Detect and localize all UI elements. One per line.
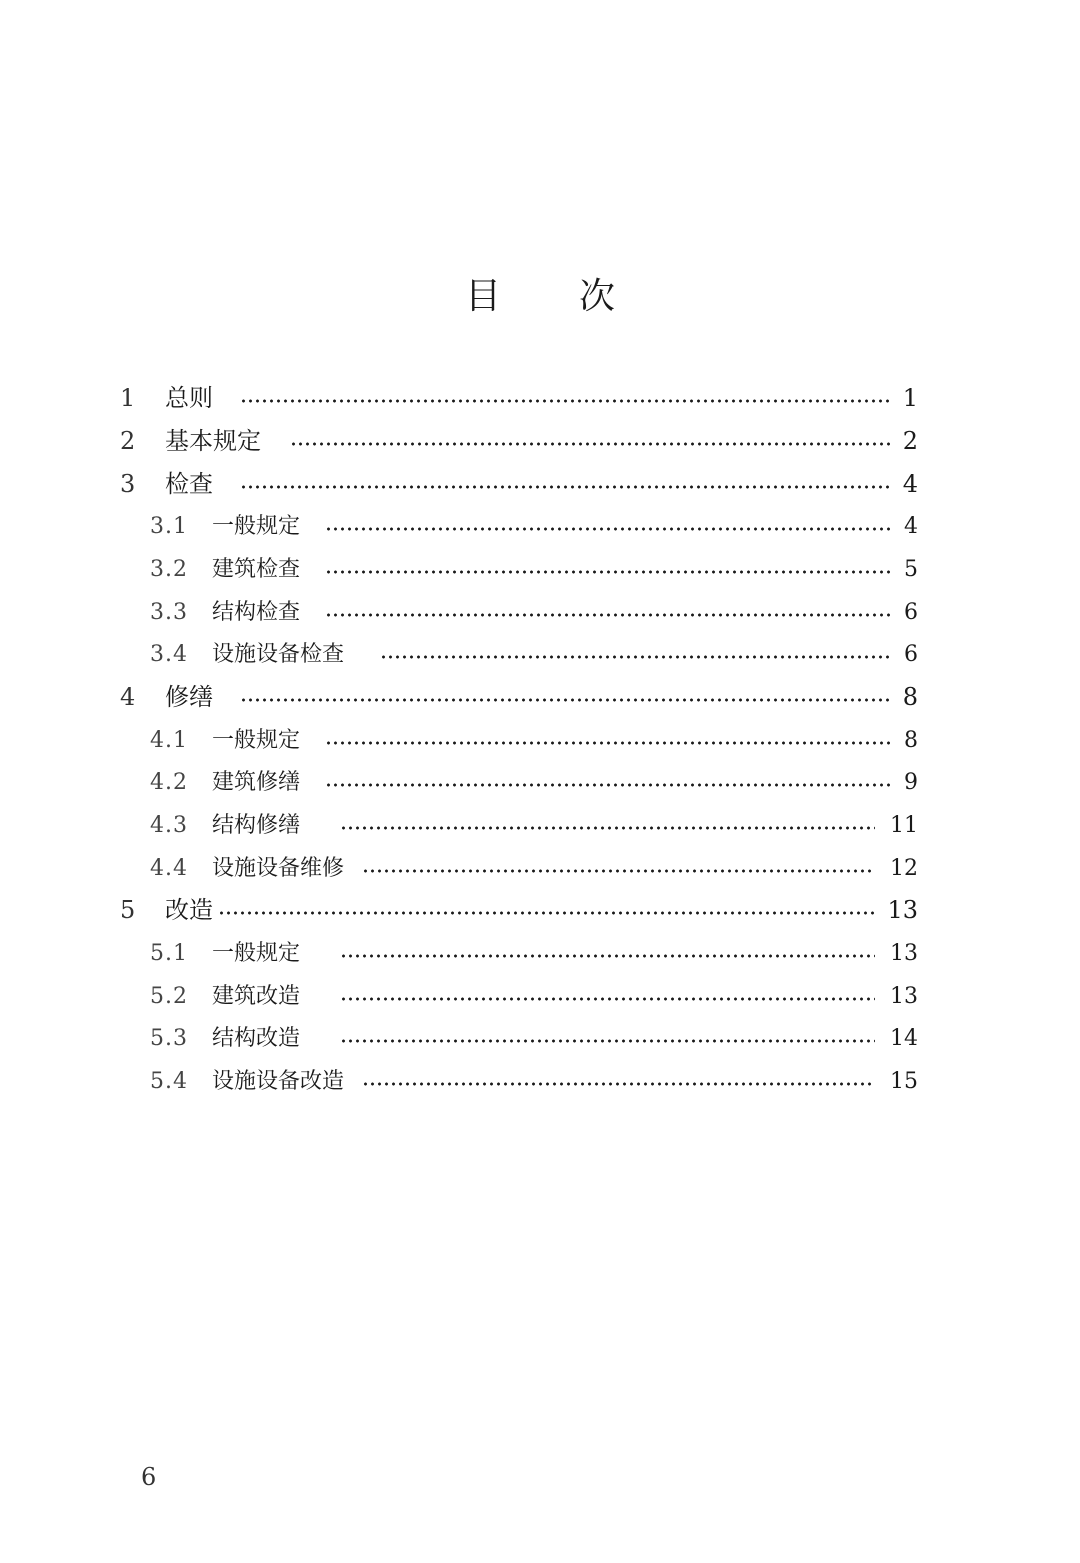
toc-entry-label: 建筑改造 [212,984,301,1009]
toc-entry-page: 13 [890,941,918,966]
toc-title-char-right: 次 [579,276,616,317]
toc-entry-number: 5.3 [150,1026,188,1051]
toc-leader-dots [240,485,890,489]
toc-entry-3[interactable] [0,463,1080,506]
toc-entry-number: 3 [120,470,136,498]
toc-entry-5-4[interactable] [0,1060,1080,1103]
toc-entry-3-3[interactable] [0,591,1080,634]
toc-title-char-left: 目 [464,276,501,317]
toc-entry-page: 13 [890,984,918,1009]
toc-entry-number: 3.2 [150,557,188,582]
toc-entry-number: 4.2 [150,770,188,795]
toc-entry-page: 13 [887,896,918,924]
toc-entry-label: 一般规定 [212,941,301,966]
toc-leader-dots [362,1082,875,1086]
toc-leader-dots [325,527,890,531]
toc-entry-page: 15 [890,1069,918,1094]
toc-entry-number: 5.1 [150,941,188,966]
toc-entry-page: 4 [902,470,918,498]
toc-entry-label: 一般规定 [212,514,301,539]
toc-leader-dots [325,783,890,787]
toc-entry-label: 基本规定 [165,427,261,455]
toc-entry-page: 11 [890,813,918,838]
toc-entry-4-3[interactable] [0,804,1080,847]
toc-entry-2[interactable] [0,420,1080,463]
toc-entry-label: 一般规定 [212,728,301,753]
toc-entry-5-1[interactable] [0,932,1080,975]
toc-entry-page: 2 [902,427,918,455]
toc-leader-dots [325,570,890,574]
toc-leader-dots [340,997,875,1001]
toc-entry-number: 3.3 [150,600,188,625]
toc-entry-number: 4.3 [150,813,188,838]
toc-entry-number: 1 [120,384,136,412]
toc-entry-number: 4.1 [150,728,188,753]
toc-leader-dots [218,911,875,915]
toc-entry-number: 4 [120,683,136,711]
toc-entry-label: 结构检查 [212,600,301,625]
toc-entry-5[interactable] [0,889,1080,932]
toc-entry-4-4[interactable] [0,847,1080,890]
toc-entry-label: 总则 [165,384,213,412]
toc-entry-page: 8 [902,683,918,711]
toc-entry-label: 设施设备改造 [212,1069,345,1094]
toc-leader-dots [380,655,890,659]
toc-entry-page: 8 [904,728,918,753]
toc-entry-number: 3.1 [150,514,188,539]
toc-leader-dots [325,613,890,617]
toc-entry-4[interactable] [0,676,1080,719]
toc-leader-dots [290,442,890,446]
toc-entry-page: 6 [904,600,918,625]
toc-entry-5-3[interactable] [0,1017,1080,1060]
toc-entry-3-4[interactable] [0,633,1080,676]
toc-leader-dots [325,741,890,745]
toc-entry-number: 5.2 [150,984,188,1009]
toc-entry-label: 检查 [165,470,213,498]
toc-entry-number: 2 [120,427,136,455]
toc-entry-label: 结构修缮 [212,813,301,838]
toc-leader-dots [362,869,875,873]
toc-entry-page: 4 [904,514,918,539]
toc-entry-number: 3.4 [150,642,188,667]
toc-entry-number: 5.4 [150,1069,188,1094]
toc-entry-page: 5 [904,557,918,582]
toc-entry-number: 4.4 [150,856,188,881]
table-of-contents [0,377,1080,1137]
toc-entry-label: 建筑修缮 [212,770,301,795]
toc-entry-3-1[interactable] [0,505,1080,548]
toc-entry-page: 6 [904,642,918,667]
toc-leader-dots [240,698,890,702]
toc-entry-page: 1 [902,384,918,412]
toc-leader-dots [340,1039,875,1043]
toc-entry-page: 9 [904,770,918,795]
toc-entry-label: 结构改造 [212,1026,301,1051]
toc-entry-label: 设施设备检查 [212,642,345,667]
toc-entry-label: 修缮 [165,683,213,711]
toc-entry-1[interactable] [0,377,1080,420]
toc-leader-dots [240,399,890,403]
toc-entry-page: 14 [890,1026,918,1051]
toc-entry-page: 12 [890,856,918,881]
toc-entry-4-2[interactable] [0,761,1080,804]
toc-entry-4-1[interactable] [0,719,1080,762]
toc-entry-label: 改造 [165,896,213,924]
toc-entry-number: 5 [120,896,136,924]
toc-leader-dots [340,954,875,958]
footer-page-number: 6 [141,1463,157,1491]
toc-entry-5-2[interactable] [0,975,1080,1018]
toc-title [0,268,1080,319]
toc-entry-label: 设施设备维修 [212,856,345,881]
toc-entry-label: 建筑检查 [212,557,301,582]
toc-entry-3-2[interactable] [0,548,1080,591]
toc-leader-dots [340,826,875,830]
